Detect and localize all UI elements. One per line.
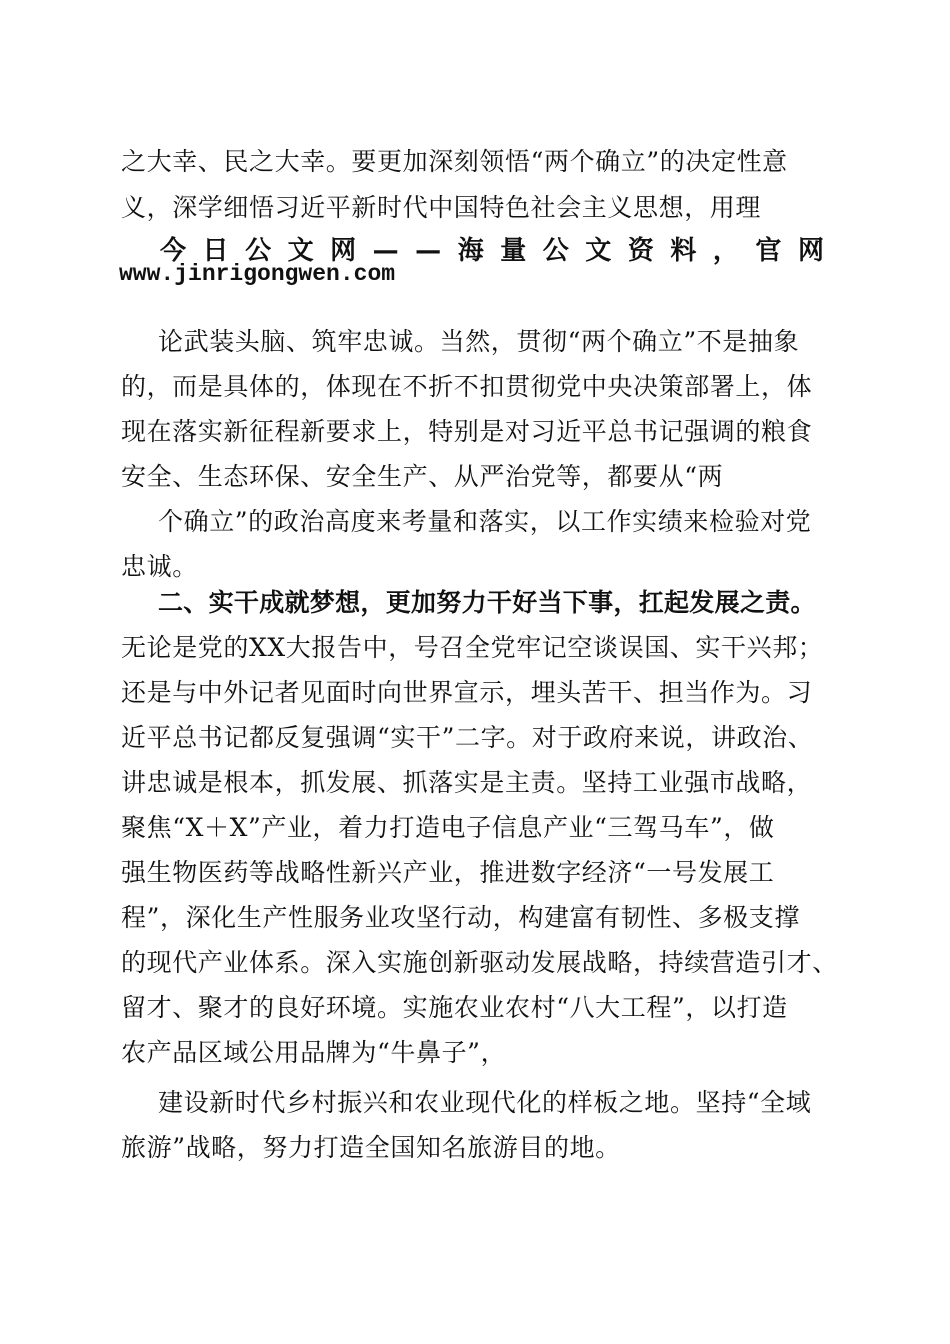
text-line: 聚焦“X＋X”产业，着力打造电子信息产业“三驾马车”，做 (121, 813, 775, 842)
watermark-char: 量 (500, 236, 527, 266)
text-line: 义，深学细悟习近平新时代中国特色社会主义思想，用理 (121, 193, 762, 222)
watermark-char: — (415, 236, 442, 266)
text-line: 之大幸、民之大幸。要更加深刻领悟“两个确立”的决定性意 (121, 147, 788, 176)
watermark-char: 资 (627, 236, 654, 266)
text-line: 程”，深化生产性服务业攻坚行动，构建富有韧性、多极支撑 (121, 903, 800, 932)
text-line: 还是与中外记者见面时向世界宣示，埋头苦干、担当作为。习 (121, 678, 813, 707)
text-line: 农产品区域公用品牌为“牛鼻子”， (121, 1038, 507, 1067)
text-line: 建设新时代乡村振兴和农业现代化的样板之地。坚持“全域 (158, 1088, 812, 1117)
watermark-char: — (372, 236, 399, 266)
watermark-char: 日 (202, 236, 229, 266)
text-line: 旅游”战略，努力打造全国知名旅游目的地。 (121, 1133, 621, 1162)
watermark-char: 料 (670, 236, 697, 266)
text-line: 论武装头脑、筑牢忠诚。当然，贯彻“两个确立”不是抽象 (158, 327, 800, 356)
text-line: 忠诚。 (121, 552, 198, 581)
text-line: 的现代产业体系。深入实施创新驱动发展战略，持续营造引才、 (121, 948, 838, 977)
text-line: 无论是党的XX大报告中，号召全党牢记空谈误国、实干兴邦； (121, 633, 824, 662)
text-line: 讲忠诚是根本，抓发展、抓落实是主责。坚持工业强市战略， (121, 768, 813, 797)
watermark-char: 网 (330, 236, 357, 266)
text-line: 个确立”的政治高度来考量和落实，以工作实绩来检验对党 (158, 507, 812, 536)
text-line: 现在落实新征程新要求上，特别是对习近平总书记强调的粮食 (121, 417, 813, 446)
section-heading: 二、实干成就梦想，更加努力干好当下事，扛起发展之责。 (158, 588, 816, 617)
watermark-char: 海 (457, 236, 484, 266)
text-line: 留才、聚才的良好环境。实施农业农村“八大工程”，以打造 (121, 993, 788, 1022)
watermark-char: 公 (542, 236, 569, 266)
watermark-char: 文 (287, 236, 314, 266)
watermark-char: 网 (797, 236, 824, 266)
watermark-char: 公 (245, 236, 272, 266)
text-line: 安全、生态环保、安全生产、从严治党等，都要从“两 (121, 462, 724, 491)
watermark-url: www.jinrigongwen.com (119, 261, 396, 287)
watermark-char: 文 (585, 236, 612, 266)
text-line: 强生物医药等战略性新兴产业，推进数字经济“一号发展工 (121, 858, 775, 887)
watermark-char: 今 (160, 236, 187, 266)
text-line: 近平总书记都反复强调“实干”二字。对于政府来说，讲政治、 (121, 723, 814, 752)
watermark-char: 官 (755, 236, 782, 266)
watermark-char: ， (712, 236, 739, 266)
text-line: 的，而是具体的，体现在不折不扣贯彻党中央决策部署上，体 (121, 372, 813, 401)
